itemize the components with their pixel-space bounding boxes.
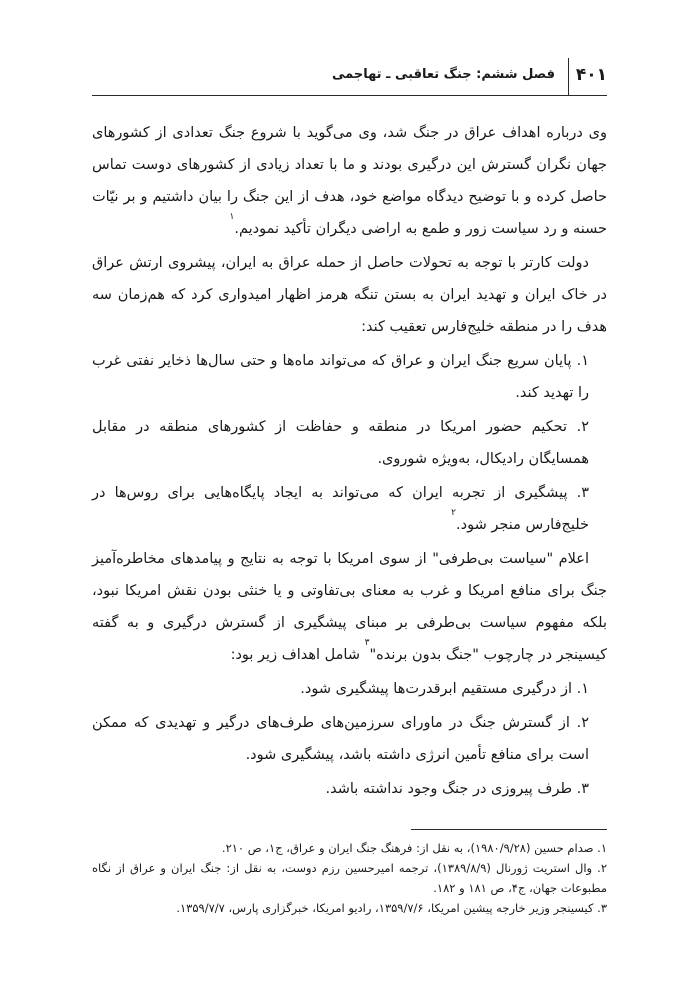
paragraph-text: وی درباره اهداف عراق در جنگ شد، وی می‌گوید با شروع جنگ تعدادی از کشورهای جهان نگران گسترش این درگیری بودند و ما با تعداد زیادی از کشورهای دوست تماس حاصل کرده و با توضیح دیدگاه مواضع خود، هدف از این جنگ را بیان داشتیم و بر نیّات حسنه و رد سیاست زور و طمع به اراضی دیگران تأکید نمودیم. [92, 125, 607, 237]
list-item-text: ۳. پیشگیری از تجربه ایران که می‌تواند به ایجاد پایگاه‌هایی برای روس‌ها در خلیج‌فارس منجر شود. [92, 485, 589, 533]
paragraph [92, 543, 607, 671]
chapter-title: فصل ششم: جنگ تعاقبی ـ تهاجمی [331, 67, 555, 82]
footnote: ۱. صدام حسین (۱۹۸۰/۹/۲۸)، به نقل از: فرهنگ جنگ ایران و عراق، ج۱، ص ۲۱۰. [221, 841, 607, 855]
footnote-ref: ۳ [364, 638, 370, 648]
paragraph-text: شامل اهداف زیر بود: [230, 647, 365, 663]
header-rule [92, 95, 607, 96]
footnote: ۲. وال استریت ژورنال (۱۳۸۹/۸/۹)، ترجمه امیرحسین رزم دوست، به نقل از: جنگ ایران و عراق از نگاه مطبوعات جهان، ج۴، ص ۱۸۱ و ۱۸۲. [92, 861, 608, 895]
paragraph-text: اعلام "سیاست بی‌طرفی" از سوی امریکا با توجه به نتایج و پیامدهای مخاطره‌آمیز جنگ برای منافع امریکا و غرب به معنای بی‌تفاوتی و یا خنثی بودن نقش امریکا نبود، بلکه مفهوم سیاست بی‌طرفی بر مبنای پیشگیری از گسترش درگیری و به گفته کیسینجر در چارچوب "جنگ بدون برنده" [92, 551, 607, 663]
list-item: ۲. از گسترش جنگ در ماورای سرزمین‌های طرف‌های درگیر و تهدیدی که ممکن است برای منافع تأمین انرژی داشته باشد، پیشگیری شود. [92, 715, 589, 763]
footnote: ۳. کیسینجر وزیر خارجه پیشین امریکا، ۱۳۵۹/۷/۶، رادیو امریکا، خبرگزاری پارس، ۱۳۵۹/۷/۷. [176, 901, 607, 915]
page-number: ۴۰۱ [575, 65, 607, 85]
list-item: ۱. از درگیری مستقیم ابرقدرت‌ها پیشگیری شود. [300, 681, 589, 697]
list-item [92, 477, 607, 541]
list-item: ۱. پایان سریع جنگ ایران و عراق که می‌تواند ماه‌ها و حتی سال‌ها ذخایر نفتی غرب را تهدید کند. [92, 353, 589, 401]
footnote-ref: ۱ [229, 212, 235, 222]
list-item: ۳. طرف پیروزی در جنگ وجود نداشته باشد. [325, 781, 589, 797]
header-divider [568, 58, 569, 95]
footnote-separator [411, 829, 607, 830]
footnote-ref: ۲ [451, 508, 457, 518]
paragraph: دولت کارتر با توجه به تحولات حاصل از حمله عراق به ایران، پیشروی ارتش عراق در خاک ایران و تهدید ایران به بستن تنگه هرمز اظهار امیدواری کرد که هم‌زمان سه هدف را در منطقه خلیج‌فارس تعقیب کند: [92, 255, 607, 335]
footnotes [92, 838, 607, 918]
body-text [92, 117, 607, 807]
list-item: ۲. تحکیم حضور امریکا در منطقه و حفاظت از کشورهای منطقه در مقابل همسایگان رادیکال، به‌ویژه شوروی. [92, 419, 589, 467]
running-header [92, 58, 607, 98]
paragraph [92, 117, 607, 245]
